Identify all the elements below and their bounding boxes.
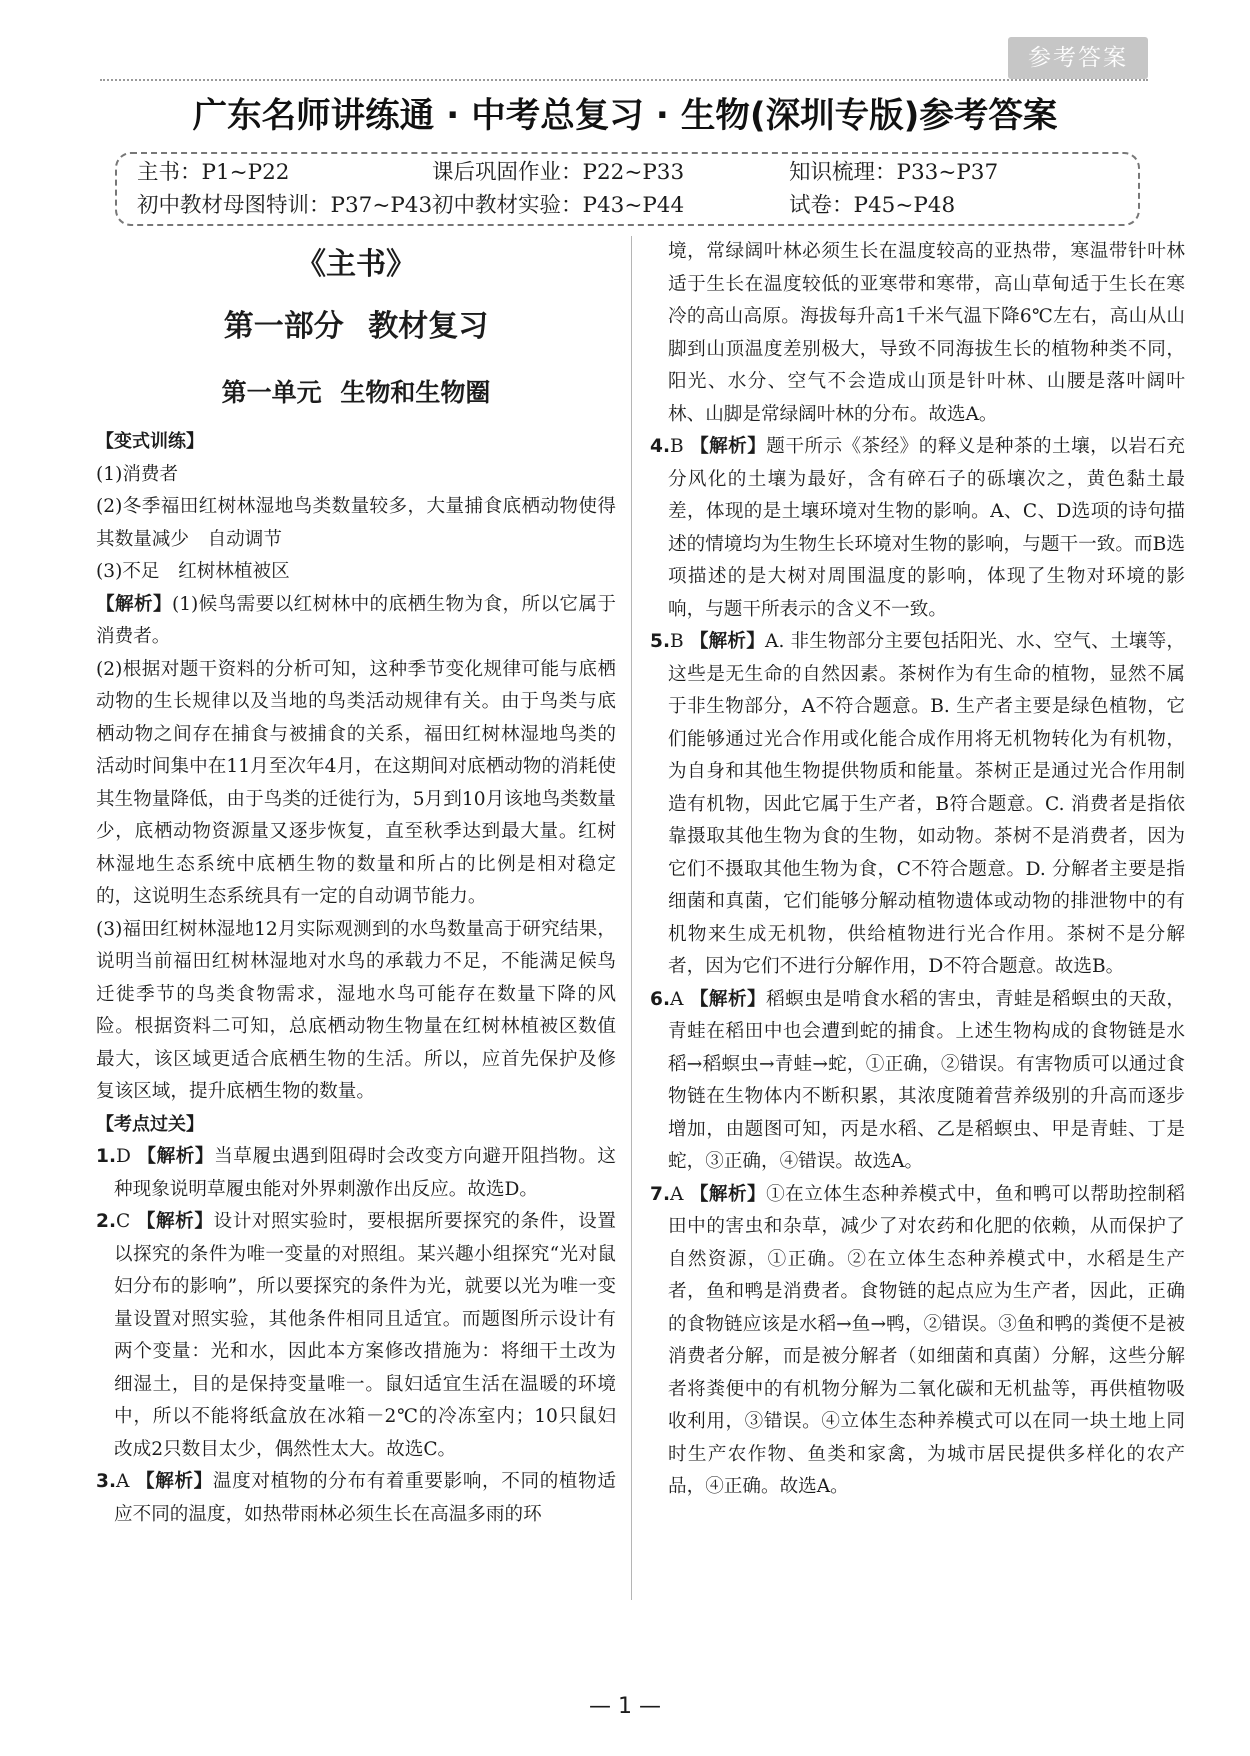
answer-explanation: A. 非生物部分主要包括阳光、水、空气、土壤等，这些是无生命的自然因素。茶树作为有生命的植物，显然不属于非生物部分，A不符合题意。B. 生产者主要是绿色植物，它们能够通过光合作用或化能合成作用将无机物转化为有机物，为自身和其他生物提供物质和能量。茶树正是通过光合作用制造有机物，因此它属于生产者，B符合题意。C. 消费者是指依靠摄取其他生物为食的生物，如动物。茶树不是消费者，因为它们不摄取其他生物为食，C不符合题意。D. 分解者主要是指细菌和真菌，它们能够分解动植物遗体或动物的排泄物中的有机物来生成无机物，供给植物进行光合作用。茶树不是分解者，因为它们不进行分解作用，D不符合题意。故选B。 [668,631,1185,977]
answer-key-tab: 参考答案 [1008,37,1148,79]
analysis-label: 【解析】 [690,436,767,457]
answer-explanation: 题干所示《茶经》的释义是种茶的土壤，以岩石充分风化的土壤为最好，含有碎石子的砾壤次之，黄色黏土最差，体现的是土壤环境对生物的影响。A、C、D选项的诗句描述的情境均为生物生长环境对生物的影响，与题干一致。而B选项描述的是大树对周围温度的影响，体现了生物对环境的影响，与题干所表示的含义不一致。 [668,436,1185,620]
left-column [96,236,616,1531]
question-number: 3. [96,1471,117,1492]
page-title: 广东名师讲练通 · 中考总复习 · 生物(深圳专版)参考答案 [192,96,1058,136]
index-knowledge: 知识梳理：P33~P37 [789,160,999,185]
right-column [650,236,1185,1504]
key-points-label: 【考点过关】 [96,1113,204,1135]
analysis-paragraph-1 [96,589,616,654]
unit-heading: 第一单元 生物和生物圈 [221,378,491,407]
question-number: 4. [650,436,671,457]
answer-item [96,1206,616,1466]
answer-explanation: 稻螟虫是啃食水稻的害虫，青蛙是稻螟虫的天敌，青蛙在稻田中也会遭到蛇的捕食。上述生物构成的食物链是水稻→稻螟虫→青蛙→蛇，①正确，②错误。有害物质可以通过食物链在生物体内不断积累，其浓度随着营养级别的升高而逐步增加，由题图可知，丙是水稻、乙是稻螟虫、甲是青蛙、丁是蛇，③正确，④错误。故选A。 [668,988,1185,1172]
answer-choice: A [116,1471,130,1492]
variant-training-label: 【变式训练】 [96,431,204,452]
answer-item [650,626,1185,984]
question-number: 6. [650,988,671,1010]
analysis-label: 【解析】 [136,1471,213,1492]
answer-item [96,1141,616,1206]
index-figures: 初中教材母图特训：P37~P43 [137,193,433,218]
question-number: 1. [96,1146,117,1167]
analysis-label: 【解析】 [689,631,766,652]
analysis-label: 【解析】 [689,988,767,1010]
question-number: 7. [650,1183,671,1205]
variant-answer-1: (1)消费者 [96,463,179,485]
answer-item [650,1179,1185,1504]
answer-item [96,1466,616,1531]
index-homework: 课后巩固作业：P22~P33 [432,160,685,185]
analysis-label: 【解析】 [96,593,172,615]
index-experiments: 初中教材实验：P43~P44 [432,193,685,218]
answer-choice: B [670,436,684,457]
variant-answer-2: (2)冬季福田红树林湿地鸟类数量较多，大量捕食底栖动物使得其数量减少 自动调节 [96,496,616,550]
answer-choice: A [670,1183,684,1205]
index-main-book: 主书：P1~P22 [137,160,290,185]
answer-item [650,431,1185,626]
column-divider [631,236,632,1600]
analysis-label: 【解析】 [137,1146,215,1167]
header-rule [100,79,1148,81]
analysis-paragraph-2: (2)根据对题干资料的分析可知，这种季节变化规律可能与底栖动物的生长规律以及当地的鸟类活动规律有关。由于鸟类与底栖动物之间存在捕食与被捕食的关系，福田红树林湿地鸟类的活动时间集中在11月至次年4月，在这期间对底栖动物的消耗使其生物量降低，由于鸟类的迁徙行为，5月到10月该地鸟类数量少，底栖动物资源量又逐步恢复，直至秋季达到最大量。红树林湿地生态系统中底栖生物的数量和所占的比例是相对稳定的，这说明生态系统具有一定的自动调节能力。 [96,658,616,907]
answer-item [650,984,1185,1179]
analysis-label: 【解析】 [136,1211,214,1232]
analysis-paragraph-3: (3)福田红树林湿地12月实际观测到的水鸟数量高于研究结果，说明当前福田红树林湿地对水鸟的承载力不足，不能满足候鸟迁徙季节的鸟类食物需求，湿地水鸟可能存在数量下降的风险。根据资料二可知，总底栖动物生物量在红树林植被区数值最大，该区域更适合底栖生物的生活。所以，应首先保护及修复该区域，提升底栖生物的数量。 [96,918,616,1102]
question-number: 5. [650,631,671,652]
question-number: 2. [96,1211,117,1232]
part-heading: 第一部分 教材复习 [223,309,489,344]
answer-explanation: 设计对照实验时，要根据所要探究的条件，设置以探究的条件为唯一变量的对照组。某兴趣小组探究“光对鼠妇分布的影响”，所以要探究的条件为光，就要以光为唯一变量设置对照实验，其他条件相同且适宜。而题图所示设计有两个变量：光和水，因此本方案修改措施为：将细干土改为细湿土，目的是保持变量唯一。鼠妇适宜生活在温暖的环境中，所以不能将纸盒放在冰箱－2℃的冷冻室内；10只鼠妇改成2只数目太少，偶然性太大。故选C。 [114,1211,616,1460]
analysis-text-1: (1)候鸟需要以红树林中的底栖生物为食，所以它属于消费者。 [96,593,616,647]
answer-choice: A [670,988,684,1010]
answer-choice: B [670,631,684,652]
page-index-box [115,152,1140,226]
index-tests: 试卷：P45~P48 [789,193,956,218]
answer-explanation: 温度对植物的分布有着重要影响，不同的植物适应不同的温度，如热带雨林必须生长在高温多雨的环 [114,1471,616,1525]
variant-answer-3: (3)不足 红树林植被区 [96,561,290,582]
page-number: — 1 — [589,1694,661,1719]
continued-explanation: 境，常绿阔叶林必须生长在温度较高的亚热带，寒温带针叶林适于生长在温度较低的亚寒带和寒带，高山草甸适于生长在寒冷的高山高原。海拔每升高1千米气温下降6℃左右，高山从山脚到山顶温度差别极大，导致不同海拔生长的植物种类不同，阳光、水分、空气不会造成山顶是针叶林、山腰是落叶阔叶林、山脚是常绿阔叶林的分布。故选A。 [668,241,1185,425]
answer-choice: C [116,1211,131,1232]
answer-explanation: 当草履虫遇到阻碍时会改变方向避开阻挡物。这种现象说明草履虫能对外界刺激作出反应。故选D。 [114,1146,616,1200]
answer-choice: D [116,1146,131,1167]
book-heading: 《主书》 [296,247,416,282]
analysis-label: 【解析】 [689,1183,767,1205]
answer-explanation: ①在立体生态种养模式中，鱼和鸭可以帮助控制稻田中的害虫和杂草，减少了对农药和化肥的依赖，从而保护了自然资源，①正确。②在立体生态种养模式中，水稻是生产者，鱼和鸭是消费者。食物链的起点应为生产者，因此，正确的食物链应该是水稻→鱼→鸭，②错误。③鱼和鸭的粪便不是被消费者分解，而是被分解者（如细菌和真菌）分解，这些分解者将粪便中的有机物分解为二氧化碳和无机盐等，再供植物吸收利用，③错误。④立体生态种养模式可以在同一块土地上同时生产农作物、鱼类和家禽，为城市居民提供多样化的农产品，④正确。故选A。 [668,1183,1185,1497]
